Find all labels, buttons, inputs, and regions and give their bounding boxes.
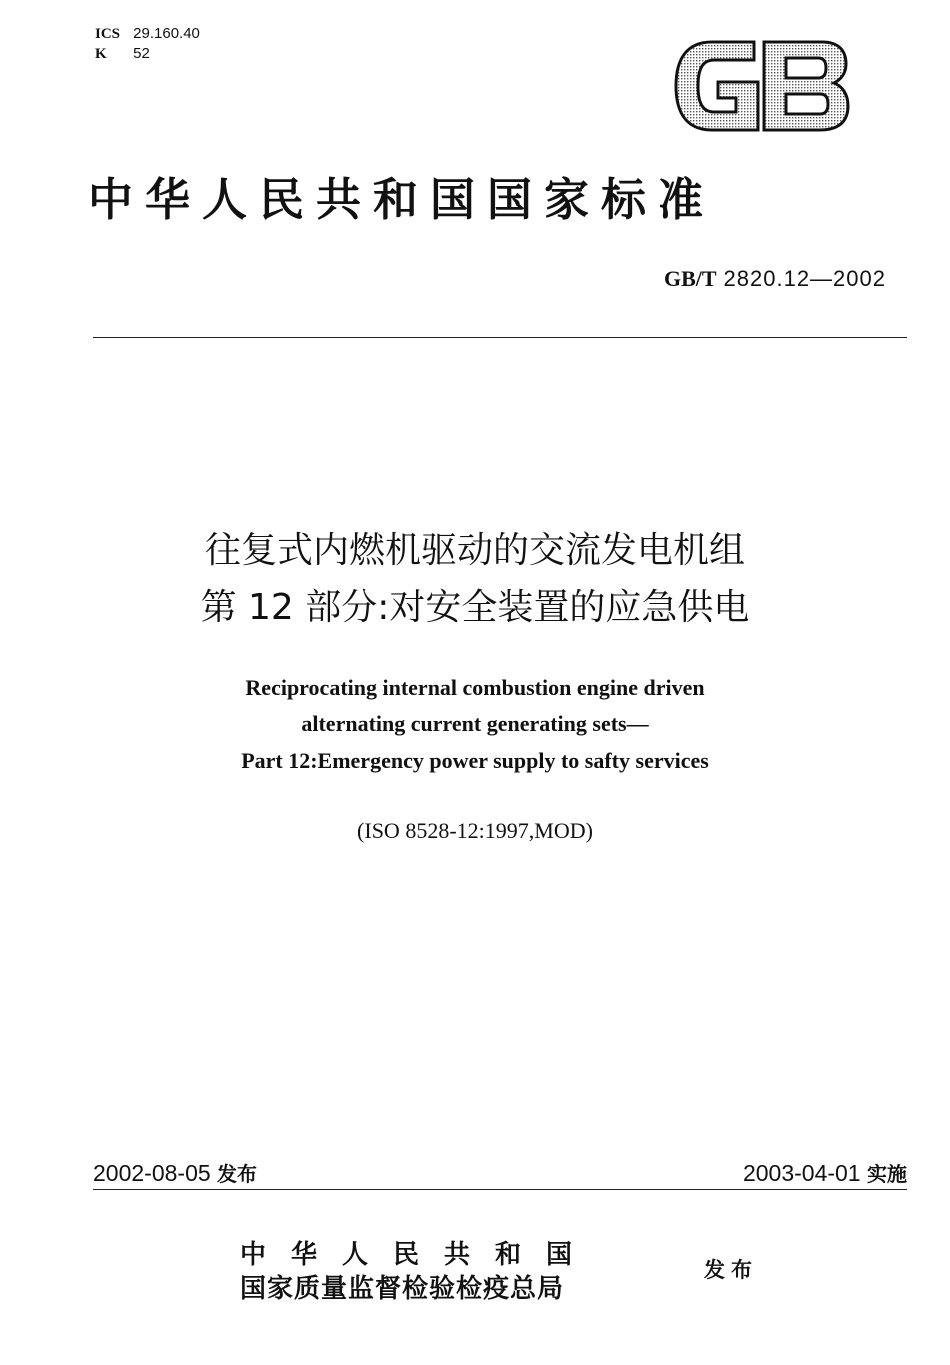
- publish-action: 发布: [704, 1257, 758, 1282]
- issue-date-value: 2002-08-05: [93, 1160, 211, 1186]
- chinese-title-line2: 第 12 部分:对安全装置的应急供电: [200, 587, 750, 628]
- issue-date-label: 发布: [217, 1162, 258, 1186]
- english-title-line2: alternating current generating sets—: [301, 711, 649, 736]
- implementation-date: [743, 1158, 907, 1187]
- ccs-label: K: [95, 46, 107, 62]
- english-title-line3: Part 12:Emergency power supply to safty services: [241, 748, 709, 773]
- publisher: [240, 1238, 597, 1306]
- issue-date: [93, 1158, 257, 1187]
- iso-reference: (ISO 8528-12:1997,MOD): [357, 818, 593, 843]
- implementation-date-label: 实施: [867, 1162, 907, 1186]
- ccs-value: 52: [133, 45, 150, 62]
- national-standard-title: 中华人民共和国国家标准: [88, 173, 716, 226]
- chinese-title-line1: 往复式内燃机驱动的交流发电机组: [204, 530, 745, 571]
- ccs-code: [95, 44, 200, 64]
- ics-value: 29.160.40: [133, 25, 200, 42]
- english-title-line1: Reciprocating internal combustion engine driven: [245, 675, 705, 700]
- footer-divider: [93, 1189, 907, 1190]
- publisher-line1: 中华人民共和国: [240, 1240, 598, 1270]
- implementation-date-value: 2003-04-01: [742, 1160, 861, 1186]
- standard-prefix: GB/T: [663, 266, 717, 291]
- classification-codes: [95, 24, 200, 64]
- ics-label: ICS: [95, 26, 121, 42]
- standard-number: [664, 266, 886, 292]
- publisher-line2: 国家质量监督检验检疫总局: [240, 1274, 565, 1304]
- header-divider: [93, 337, 907, 338]
- ics-code: [95, 24, 200, 44]
- gb-logo: [672, 36, 852, 136]
- standard-code: 2820.12—2002: [723, 266, 886, 291]
